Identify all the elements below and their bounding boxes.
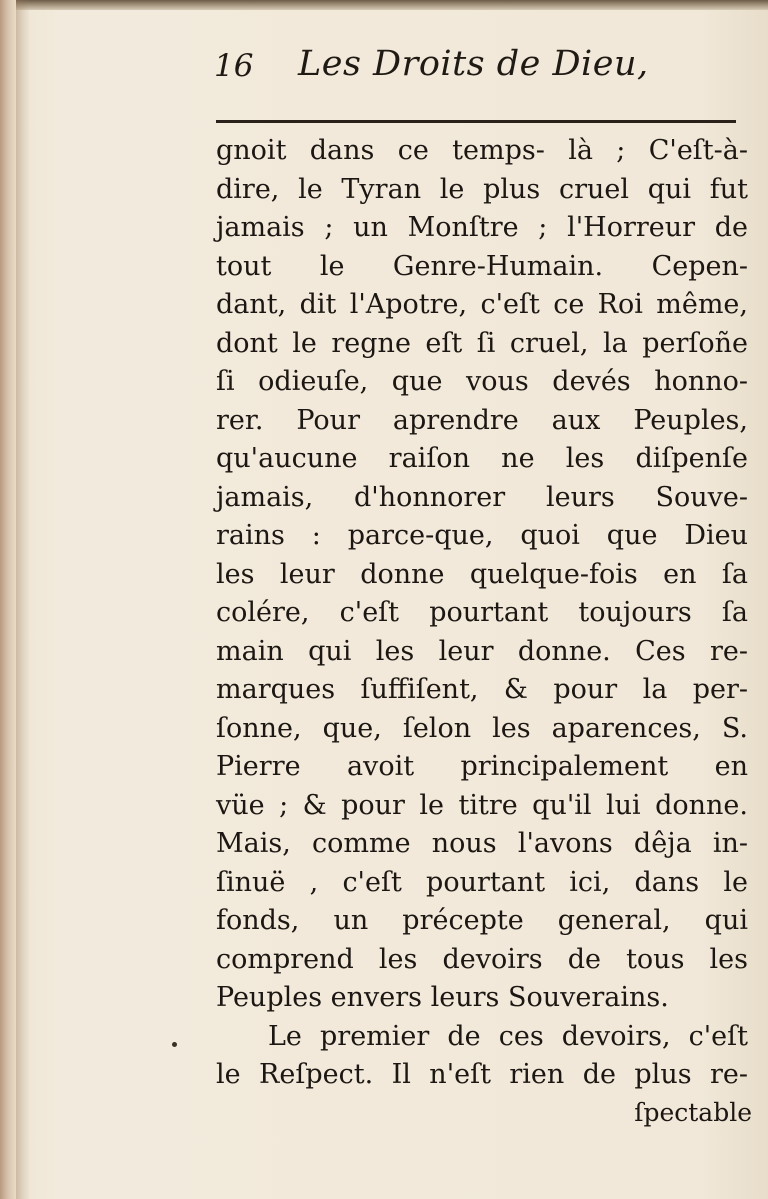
page-top-edge (0, 0, 768, 10)
text-line: ſonne, que, ſelon les aparences, S. (216, 712, 748, 744)
text-line: tout le Genre-Humain. Cepen- (216, 250, 748, 282)
text-line: dire, le Tyran le plus cruel qui fut (216, 173, 748, 205)
text-line: dont le regne eſt ſi cruel, la perſoñe (216, 327, 748, 359)
page-header (214, 44, 744, 100)
paragraph-start-line: Le premier de ces devoirs, c'eſt (268, 1020, 748, 1052)
text-line: Mais, comme nous l'avons dêja in- (216, 828, 748, 859)
text-line: main qui les leur donne. Ces re- (216, 635, 748, 667)
gutter-shadow (16, 0, 30, 1199)
catchword: ſpectable (634, 1098, 752, 1127)
running-head: Les Droits de Dieu, (298, 44, 649, 84)
text-line: rains : parce-que, quoi que Dieu (216, 520, 748, 551)
page-number: 16 (214, 48, 254, 84)
text-line: comprend les devoirs de tous les (216, 943, 748, 975)
text-line: le Reſpect. Il n'eſt rien de plus re- (216, 1059, 748, 1090)
text-line: colére, c'eſt pourtant toujours ſa (216, 597, 748, 628)
text-line: jamais, d'honnorer leurs Souve- (216, 481, 748, 513)
text-line: jamais ; un Monſtre ; l'Horreur de (216, 212, 748, 243)
body-text (216, 132, 748, 1095)
text-line: vüe ; & pour le titre qu'il lui donne. (216, 789, 748, 821)
text-line: marques ſuffiſent, & pour la per- (216, 674, 748, 705)
header-rule (216, 120, 736, 123)
text-line: dant, dit l'Apotre, c'eſt ce Roi même, (216, 289, 748, 320)
text-line: Peuples envers leurs Souverains. (216, 982, 669, 1013)
text-line: ſinuë , c'eſt pourtant ici, dans le (216, 866, 748, 898)
text-line: gnoit dans ce temps- là ; C'eſt-à- (216, 135, 748, 166)
text-line: les leur donne quelque-fois en ſa (216, 558, 748, 590)
text-line: ſi odieuſe, que vous devés honno- (216, 366, 748, 397)
text-line: Pierre avoit principalement en (216, 751, 748, 782)
book-spine (0, 0, 16, 1199)
text-line: qu'aucune raiſon ne les diſpenſe (216, 443, 748, 474)
text-line: fonds, un précepte general, qui (216, 905, 748, 936)
text-line: rer. Pour aprendre aux Peuples, (216, 404, 748, 436)
ink-speck (172, 1042, 177, 1047)
